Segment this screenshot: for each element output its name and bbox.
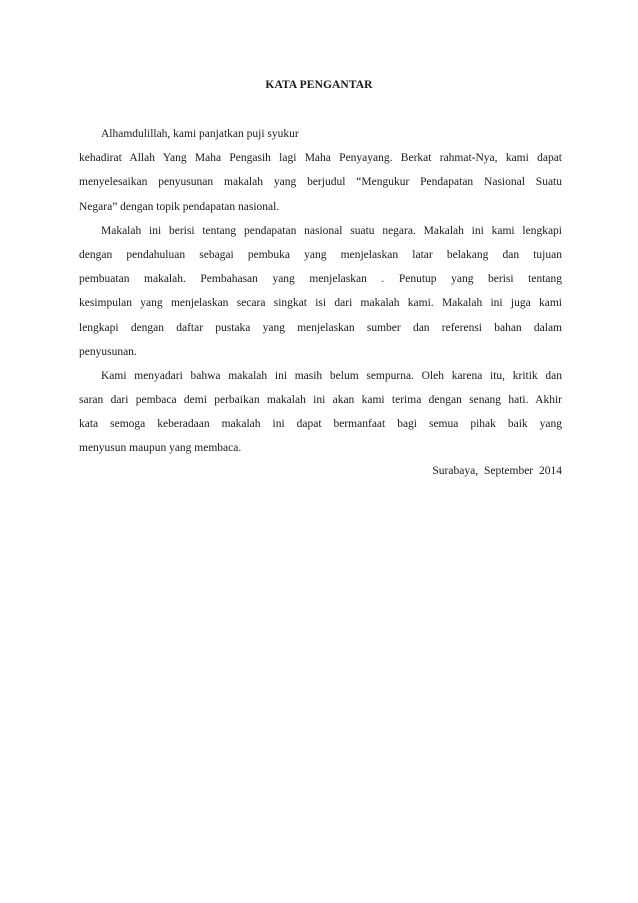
page-title: KATA PENGANTAR xyxy=(265,79,373,91)
paragraph-3-line-2: saran dari pembaca demi perbaikan makalah ini akan kami terima dengan senang hati. Akhir xyxy=(79,394,562,407)
paragraph-2-line-6: penyusunan. xyxy=(79,345,137,358)
paragraph-3-line-3: kata semoga keberadaan makalah ini dapat bermanfaat bagi semua pihak baik yang xyxy=(79,418,562,431)
paragraph-2-line-4: kesimpulan yang menjelaskan secara singkat isi dari makalah kami. Makalah ini juga kami xyxy=(79,297,562,310)
paragraph-2-line-3: pembuatan makalah. Pembahasan yang menjelaskan . Penutup yang berisi tentang xyxy=(79,273,562,286)
paragraph-2-line-2: dengan pendahuluan sebagai pembuka yang menjelaskan latar belakang dan tujuan xyxy=(79,248,562,261)
paragraph-1-line-1: Alhamdulillah, kami panjatkan puji syukur xyxy=(101,128,299,140)
paragraph-1-line-2: kehadirat Allah Yang Maha Pengasih lagi Maha Penyayang. Berkat rahmat-Nya, kami dapat xyxy=(79,152,562,165)
paragraph-2-line-5: lengkapi dengan daftar pustaka yang menjelaskan sumber dan referensi bahan dalam xyxy=(79,321,562,334)
signature-place-date: Surabaya, September 2014 xyxy=(432,465,562,477)
paragraph-3-line-4: menyusun maupun yang membaca. xyxy=(79,442,242,455)
paragraph-1-line-4: Negara” dengan topik pendapatan nasional. xyxy=(79,200,280,213)
paragraph-3-line-1: Kami menyadari bahwa makalah ini masih belum sempurna. Oleh karena itu, kritik dan xyxy=(101,369,562,382)
paragraph-1-line-3: menyelesaikan penyusunan makalah yang berjudul “Mengukur Pendapatan Nasional Suatu xyxy=(79,176,562,189)
body-text xyxy=(79,122,562,461)
paragraph-2-line-1: Makalah ini berisi tentang pendapatan nasional suatu negara. Makalah ini kami lengkapi xyxy=(101,224,562,237)
